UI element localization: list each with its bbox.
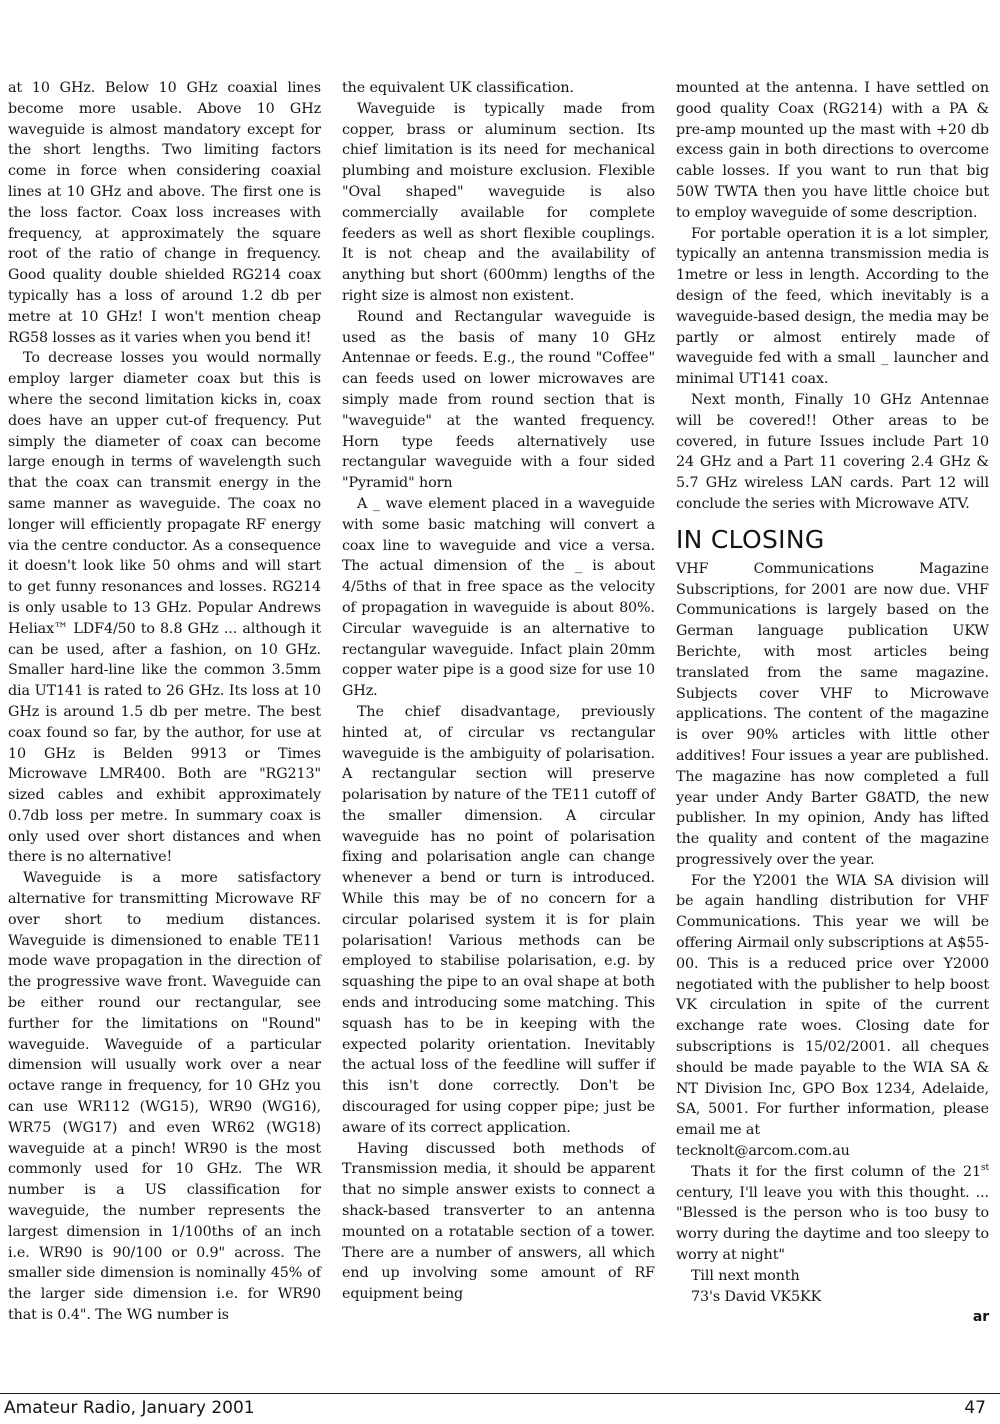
paragraph: mounted at the antenna. I have settled on good quality Coax (RG214) with a PA & pre-amp mounted up the mast with +20 db excess gain in both directions to overcome cable losses. If you want to run that big 50W TWTA then you have little choice but to employ waveguide of some description. bbox=[676, 80, 989, 221]
signature-line: 73's David VK5KK bbox=[691, 1288, 822, 1305]
paragraph: VHF Communications Magazine Subscriptions, for 2001 are now due. VHF Communications is largely based on the German language publication UKW Berichte, with most articles being translated from the same magazine. Subjects cover VHF to Microwave applications. The content of the magazine is over 90% articles with little other additives! Four issues a year are published. The magazine has now completed a full year under Andy Barter G8ATD, the new publisher. In my opinion, Andy has lifted the quality and content of the magazine progressively over the year. bbox=[676, 560, 989, 868]
paragraph bbox=[676, 1162, 989, 1266]
text-run: century, I'll leave you with this thought. ... "Blessed is the person who is too busy to worry during the daytime and too sleepy to worry at night" bbox=[676, 1184, 989, 1264]
paragraph: To decrease losses you would normally employ larger diameter coax but this is where the second limitation kicks in, coax does have an upper cut-of frequency. Put simply the diameter of coax can become large enough in terms of wavelength such that the coax can transmit energy in the same manner as waveguide. The coax no longer will efficiently propagate RF energy via the centre conductor. As a consequence it doesn't look like 50 ohms and will start to get funny resonances and losses. RG214 is only usable to 13 GHz. Popular Andrews Heliax™ LDF4/50 to 8.8 GHz ... although it can be used, after a fashion, on 10 GHz. Smaller hard-line like the common 3.5mm dia UT141 is rated to 26 GHz. Its loss at 10 GHz is around 1.5 db per metre. The best coax found so far, by the author, for use at 10 GHz is Belden 9913 or Times Microwave LMR400. Both are "RG213" sized cables and exhibit approximately 0.7db loss per metre. In summary coax is only used over short distances and when there is no alternative! bbox=[8, 350, 321, 866]
paragraph: For portable operation it is a lot simpler, typically an antenna transmission media is 1metre or less in length. According to the design of the feed, which inevitably is a waveguide-based design, the media may be partly or almost entirely made of waveguide fed with a small _ launcher and minimal UT141 coax. bbox=[676, 225, 989, 388]
paragraph: Round and Rectangular waveguide is used as the basis of many 10 GHz Antennae or feeds. E.g., the round "Coffee" can feeds used on lower microwaves are simply made from round section that is "waveguide" at the wanted frequency. Horn type feeds alternatively use rectangular waveguide with a four sided "Pyramid" horn bbox=[342, 308, 655, 492]
paragraph: Waveguide is a more satisfactory alternative for transmitting Microwave RF over short to medium distances. Waveguide is dimensioned to enable TE11 mode wave propagation in the direction of the progressive wave front. Waveguide can be either round our rectangular, see further for the limitations on "Round" waveguide. Waveguide of a particular dimension will usually work over a near octave range in frequency, for 10 GHz you can use WR112 (WG15), WR90 (WG16), WR75 (WG17) and even WR62 (WG18) waveguide at a pinch! WR90 is the most commonly used for 10 GHz. The WR number is a US classification for waveguide, the number represents the largest dimension in 1/100ths of an inch i.e. WR90 is 90/100 or 0.9" across. The smaller side dimension is nominally 45% of the larger side dimension i.e. for WR90 that is 0.4". The WG number is bbox=[8, 870, 321, 1324]
paragraph: at 10 GHz. Below 10 GHz coaxial lines become more usable. Above 10 GHz waveguide is almost mandatory except for the short lengths. Two limiting factors come in force when considering coaxial lines at 10 GHz and above. The first one is the loss factor. Coax loss increases with frequency, at approximately the square root of the ratio of change in frequency. Good quality double shielded RG214 coax typically has a loss of around 1.2 db per metre at 10 GHz! I won't mention cheap RG58 losses as it varies when you bend it! bbox=[8, 80, 321, 346]
section-heading: IN CLOSING bbox=[676, 524, 825, 554]
column-1 bbox=[8, 78, 321, 1326]
signoff-line: Till next month bbox=[691, 1267, 800, 1284]
paragraph: Having discussed both methods of Transmission media, it should be apparent that no simple answer exists to connect a shack-based transverter to an antenna mounted on a rotatable section of a tower. There are a number of answers, all which end up involving some amount of RF equipment being bbox=[342, 1140, 655, 1303]
paragraph: For the Y2001 the WIA SA division will be again handling distribution for VHF Communications. This year we will be offering Airmail only subscriptions at A$55-00. This is a reduced price over Y2000 negotiated with the publisher to help boost VK circulation in spite of the current exchange rate woes. Closing date for subscriptions is 15/02/2001. all cheques should be made payable to the WIA SA & NT Division Inc, GPO Box 1234, Adelaide, SA, 5001. For further information, please email me at bbox=[676, 872, 989, 1139]
superscript: st bbox=[980, 1163, 989, 1174]
footer-publication: Amateur Radio, January 2001 bbox=[4, 1398, 255, 1418]
column-2 bbox=[342, 78, 655, 1305]
footer-rule bbox=[0, 1393, 1000, 1394]
page-number: 47 bbox=[964, 1398, 986, 1418]
paragraph: the equivalent UK classification. bbox=[342, 80, 574, 96]
email-address: tecknolt@arcom.com.au bbox=[676, 1143, 850, 1160]
text-run: Thats it for the first column of the 21 bbox=[691, 1163, 981, 1180]
paragraph: Next month, Finally 10 GHz Antennae will be covered!! Other areas to be covered, in future Issues include Part 10 24 GHz and a Part 11 covering 2.4 GHz & 5.7 GHz wireless LAN cards. Part 12 will conclude the series with Microwave ATV. bbox=[676, 391, 989, 512]
paragraph: The chief disadvantage, previously hinted at, of circular vs rectangular waveguide is the ambiguity of polarisation. A rectangular section will preserve polarisation by nature of the TE11 cutoff of the smaller dimension. A circular waveguide has no point of polarisation fixing and polarisation angle can change whenever a bend or turn is introduced. While this may be of no concern for a circular polarised system it is for plain polarisation! Various methods can be employed to stabilise polarisation, e.g. by squashing the pipe to an oval shape at both ends and introducing some matching. This squash has to be in keeping with the expected polarity orientation. Inevitably the actual loss of the feedline will suffer if this isn't done correctly. Don't be discouraged for using copper pipe; just be aware of its correct application. bbox=[342, 703, 655, 1136]
column-3 bbox=[676, 78, 989, 1328]
ar-end-mark: ar bbox=[972, 1309, 989, 1326]
paragraph: Waveguide is typically made from copper, brass or aluminum section. Its chief limitation is its need for mechanical plumbing and moisture exclusion. Flexible "Oval shaped" waveguide is also commercially available for complete feeders as well as short flexible couplings. It is not cheap and the availability of anything but short (600mm) lengths of the right size is almost non existent. bbox=[342, 100, 655, 304]
paragraph: A _ wave element placed in a waveguide with some basic matching will convert a coax line to waveguide and vice a versa. The actual dimension of the _ is about 4/5ths of that in free space as the velocity of propagation in waveguide is about 80%. Circular waveguide is an alternative to rectangular waveguide. Infact plain 20mm copper water pipe is a good size for use 10 GHz. bbox=[342, 495, 655, 700]
